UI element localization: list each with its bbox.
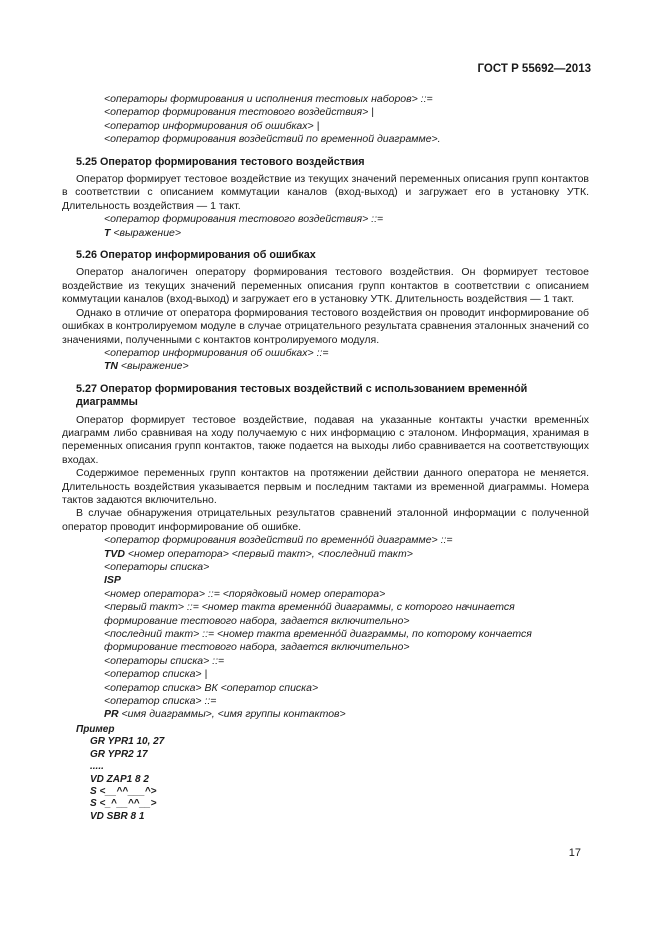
grammar-line: <оператор формирования воздействий по временной диаграмме>. (104, 133, 441, 146)
example-line: S <__^^___^> (90, 785, 157, 797)
grammar-line (104, 708, 589, 721)
grammar-line: <операторы списка> (104, 561, 210, 573)
example-line: VD ZAP1 8 2 (90, 773, 149, 785)
grammar-line: <оператор списка> ВК <оператор списка> (104, 681, 319, 694)
example-line: ..... (90, 761, 104, 773)
grammar-line: <оператор информирования об ошибках> | (104, 119, 320, 132)
grammar-line (104, 574, 589, 587)
grammar-line: <первый такт> ::= <номер такта временно́й диаграммы, с которого начинается формирование тестового набора, задается включительно> (104, 601, 515, 627)
page-content (62, 93, 589, 823)
grammar-line: <последний такт> ::= <номер такта временно́й диаграммы, по которому кончается формирование тестового набора, задается включительно> (104, 628, 532, 654)
paragraph: Оператор формирует тестовое воздействие, подавая на указанные контакты участки временны́х диаграмм либо сравнивая на ходу получаемую с них информацию с эталоном. Информация, хранимая в переменных описания групп контактов, также подается на выходы либо сравнивается на соответствующих входах. (62, 413, 589, 466)
example-block (62, 724, 589, 823)
paragraph: Содержимое переменных групп контактов на протяжении действии данного оператора не меняется. Длительность воздействия указывается первым и последним тактами из временной диаграммы. Номера тактов задаются включительно. (62, 467, 589, 506)
grammar-line: <операторы списка> ::= (104, 654, 225, 667)
grammar-line: <оператор списка> | (104, 668, 208, 681)
grammar-line: <оператор формирования воздействий по временно́й диаграмме> ::= (104, 534, 453, 547)
section-5-27-heading: 5.27 Оператор формирования тестовых воздействий с использованием временно́й диаграммы (76, 382, 528, 409)
grammar-line: <номер оператора> ::= <порядковый номер оператора> (104, 587, 386, 600)
grammar-line: <оператор формирования тестового воздействия> | (104, 106, 374, 119)
grammar-top (62, 93, 589, 147)
grammar-rest: <выражение> (118, 360, 189, 373)
grammar-block (62, 213, 589, 240)
grammar-line: <оператор формирования тестового воздействия> ::= (104, 213, 384, 226)
paragraph: В случае обнаружения отрицательных результатов сравнений эталонной информации с полученной оператор проводит информирование об ошибке. (62, 507, 589, 533)
paragraph: Оператор формирует тестовое воздействие из текущих значений переменных описания групп контактов в соответствии с описанием коммутации каналов (вход-выход) и загружает его в установку УТК. Длительность воздействия — 1 такт. (62, 173, 589, 212)
paragraph: Оператор аналогичен оператору формирования тестового воздействия. Он формирует тестовое воздействие из текущих значений переменных описания групп контактов в соответствии с описанием коммутации каналов (вход-выход) и загружает его в установку УТК. Длительность воздействия — 1 такт. (62, 266, 589, 306)
grammar-rest: <номер оператора> <первый такт>, <последний такт> (125, 547, 413, 560)
example-line: S <_^__^^__> (90, 798, 157, 810)
paragraph: Однако в отличие от оператора формирования тестового воздействия он проводит информирование об ошибках в контролируемом модуле в случае отрицательного результата сравнения эталонных значений со значениями, полученными с контактов контролируемого модуля. (62, 306, 589, 346)
example-line: VD SBR 8 1 (90, 810, 145, 822)
grammar-line (104, 227, 589, 240)
grammar-line: <оператор списка> ::= (104, 695, 217, 708)
grammar-rest: <выражение> (110, 226, 182, 239)
section-5-25-heading: 5.25 Оператор формирования тестового воздействия (76, 155, 365, 168)
example-line: GR YPR2 17 (90, 748, 148, 760)
keyword: PR (104, 708, 119, 721)
grammar-line: <операторы формирования и исполнения тестовых наборов> ::= (104, 93, 433, 105)
keyword: ISP (104, 574, 121, 587)
grammar-line (104, 360, 589, 373)
standard-code: ГОСТ Р 55692—2013 (477, 63, 591, 75)
grammar-rest: <имя диаграммы>, <имя группы контактов> (118, 708, 346, 721)
grammar-block (62, 347, 589, 374)
grammar-line: <оператор информирования об ошибках> ::= (104, 346, 329, 359)
grammar-block (62, 534, 589, 722)
keyword: T (104, 226, 111, 239)
example-label: Пример (76, 723, 115, 735)
keyword: TVD (104, 547, 125, 560)
page-number: 17 (568, 847, 581, 859)
example-line: GR YPR1 10, 27 (90, 736, 165, 748)
section-5-26-heading: 5.26 Оператор информирования об ошибках (76, 249, 316, 262)
grammar-line (104, 548, 589, 561)
keyword: TN (104, 360, 118, 373)
